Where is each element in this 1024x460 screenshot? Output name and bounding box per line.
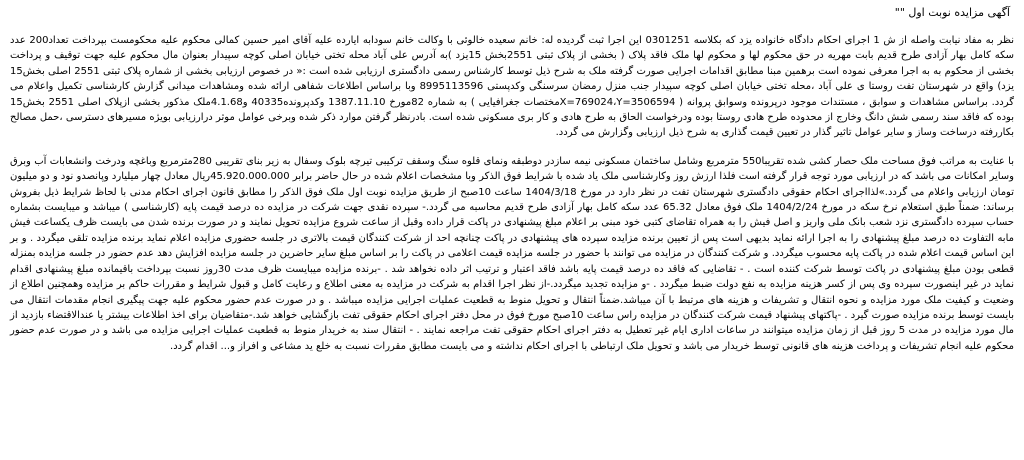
notice-paragraph-case-details: نظر به مفاد نیابت واصله از ش 1 اجرای احکام دادگاه خانواده یزد که بکلاسه 0301251 این اجرا ثبت گردیده له: خانم سعیده خالوئی با وکالت خانم سودابه ایارده علیه آقای امیر حسین کمالی محکوم علیه محکومست بپرداخت تعداد200 عدد سکه کامل بهار آزادی طرح قدیم بابت مهریه در حق محکوم لها و محکوم لها ملک فاقد پلاک ( بخشی از پلاک ثبتی 2551بخش 15یزد )به آدرس علی آباد محله تختی خیابان اصلی کوچه سپیدار بعنوان مال محکوم علیه جهت توقیف و پرداخت بخشی از محکوم به به اجرا معرفی نموده است برهمین مبنا مطابق اقدامات اجرایی صورت گرفته ملک به شرح ذیل توسط کارشناس رسمی دادگستری ارزیابی شده است :« در خصوص ارزیابی بخشی از شماره پلاک ثبتی 2551 اصلی بخش15 یزد) واقع در شهرستان تفت روستا ی علی آباد ،محله تختی خیابان اصلی کوچه سپیدار جنب منزل رمضان سرسنگی وکدپستی 8995113596 وبا براساس اطلاعات شفاهی ارائه شده ومشاهدات میدانی گزارش کارشناسی تکمیل واعلام می گردد. براساس مشاهدات و سوابق ، مستندات موجود درپرونده وسوابق پروانه ( X=769024،Y=3506594مختصات جغرافیایی ) به شماره 82مورخ 1387.11.10 وکدپرونده40335 و4.1.68ملک مذکور بخشی ازپلاک اصلی 2551 بخش15 بوده که فاقد سند رسمی شش دانگ وخارج از محدوده طرح هادی روستا بوده ودرخواست الحاق به طرح هادی و کار بری مسکونی شده است. بادرنظر گرفتن موارد ذکر شده وبرخی عوامل موثر درارزیابی بویژه مسیرهای دسترسی ،حمل مصالح بکاررفته درساخت وساز و سایر عوامل تاثیر گذار در تعیین قیمت گذاری به شرح ذیل ارزیابی وگزارش می گردد. xyxy=(10,35,1015,139)
notice-title: آگهی مزایده نوبت اول "" xyxy=(894,6,1010,19)
notice-paragraph-auction-terms: با عنایت به مراتب فوق مساحت ملک حصار کشی شده تقریبا550 مترمربع وشامل ساختمان مسکونی نیمه سازدر دوطبقه ونمای قلوه سنگ وسقف ترکیبی تیرچه بلوک وسفال به زیر بنای تقریبی 280مترمربع وباغچه ودرخت وانشعابات آب وبرق وسایر امکانات می باشد که در ارزیابی مورد توجه قرار گرفته است فلذا ارزش روز وکارشناسی ملک یاد شده با شرایط فوق الذکر وبا مشخصات اعلام شده در حال حاضر برابر 45.920.000.000ریال معادل چهار میلیارد وپانصدو نود و دو میلیون تومان ارزیابی واعلام می گردد.»لذااجرای احکام حقوقی دادگستری شهرستان تفت در نظر دارد در مورخ 1404/3/18 ساعت 10صبح از طریق مزایده نوبت اول ملک فوق الذکر را مطابق قانون اجرای احکام مدنی با لحاظ شرایط ذیل بفروش برساند: ضمناً طبق استعلام نرخ سکه در مورخ 1404/2/24 ملک فوق معادل 65.32 عدد سکه کامل بهار آزادی طرح قدیم محاسبه می گردد.- سپرده نقدی جهت شرکت در مزایده ده درصد قیمت پایه (کارشناسی ) میباشد و میبایست بشماره حساب سپرده دادگستری نزد شعب بانک ملی واریز و اصل فیش را به همراه تقاضای کتبی خود مبنی بر اعلام مبلغ پیشنهادی در پاکت قرار داده وقبل از ساعت شروع مزایده تحویل نمایند و در صورت برنده شدن می بایست ظرف یکساعت فیش مابه التفاوت ده درصد مبلغ پیشنهادی را به اجرا ارائه نماید بدیهی است پس از تعیین برنده مزایده سپرده های پیشنهادی در پاکت چنانچه احد از شرکت کنندگان قیمت بالاتری در جلسه حضوری مزایده اعلام نماید برنده مزایده تلقی میگردد . و بر این اساس قیمت اعلام شده در پاکت پایه محسوب میگردد. و شرکت کنندگان در مزایده می توانند با حضور در جلسه مزایده قیمت اعلامی در پاکت را بر اساس مبلغ سایر حاضرین در جلسه مزایده افزایش دهد عدم حضور در جلسه مزایده بمنزله قطعی بودن مبلغ پیشنهادی در پاکت توسط شرکت کننده است . - تقاضایی که فاقد ده درصد قیمت پایه باشد فاقد اعتبار و ترتیب اثر داده نخواهد شد . -برنده مزایده میبایست ظرف مدت 30روز نسبت بپرداخت باقیمانده مبلغ پیشنهادی اقدام نماید در غیر اینصورت سپرده وی پس از کسر هزینه مزایده به نفع دولت ضبط میگردد . -و مزایده تجدید میگردد.-از نظر اجرا اقدام به شرکت در مزایده به معنی اطلاع و رعایت کامل و قبول شرایط و مقررات حاکم بر مزایده وهمچنین اطلاع از وضعیت و کیفیت ملک مورد مزایده و نحوه انتقال و تشریفات و هزینه های مرتبط با آن میباشد.ضمناً انتقال و تحویل منوط به قطعیت عملیات اجرایی مزایده میباشد . و در صورت عدم حضور محکوم علیه جهت پیگیری انجام مقدمات انتقال می بایست توسط برنده مزایده صورت گیرد . -پاکتهای پیشنهاد قیمت شرکت کنندگان در مزایده راس ساعت 10صبح مورخ فوق در محل دفتر اجرای احکام حقوقی تفت بازگشایی خواهد شد.-متقاضیان برای اخذ اطلاعات بیشتر یا عندالاقتضاء بازدید از مال مورد مزایده در مدت 5 روز قبل از زمان مزایده میتوانند در ساعات اداری ایام غیر تعطیل به دفتر اجرای احکام حقوقی تفت مراجعه نمایند . - انتقال سند به خریدار منوط به قطعیت عملیات اجرایی مزایده می باشد و در صورت عدم حضور محکوم علیه انجام تشریفات و پرداخت هزینه های قانونی توسط خریدار می باشد و تحویل ملک ارتباطی با اجرای احکام نداشته و می بایست مطابق مقررات نسبت به خلع ید مشاعی و افراز و... اقدام گردد. xyxy=(10,155,1015,352)
